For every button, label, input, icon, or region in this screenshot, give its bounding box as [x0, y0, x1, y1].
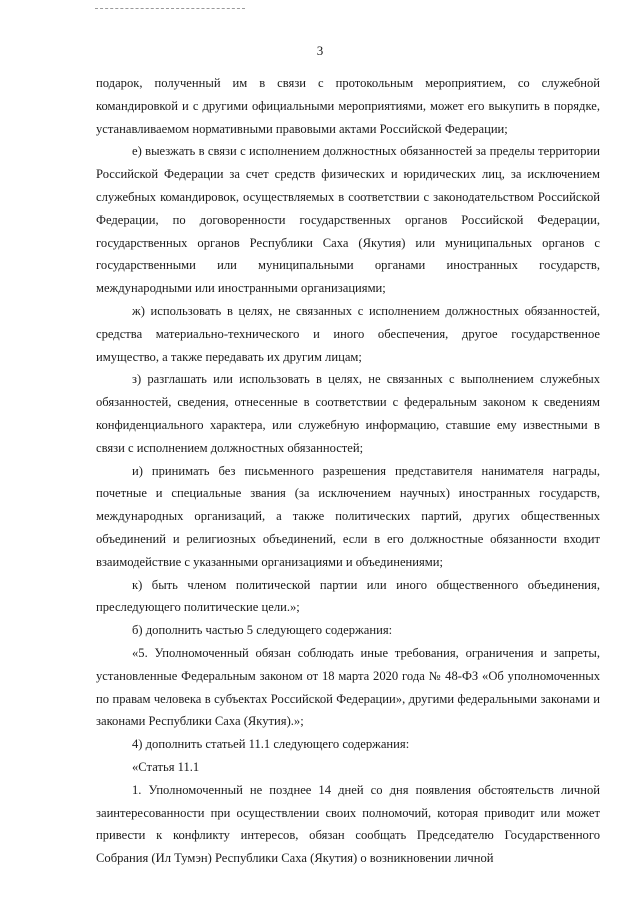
- paragraph-article-11-1-part-1: 1. Уполномоченный не позднее 14 дней со дня появления обстоятельств личной заинтересованности при осуществлении своих полномочий, которая приводит или может привести к конфликту интересов, обязан сообщать Председателю Государственного Собрания (Ил Тумэн) Республики Саха (Якутия) о возникновении личной: [96, 782, 600, 866]
- paragraph-item-i: и) принимать без письменного разрешения представителя нанимателя награды, почетные и специальные звания (за исключением научных) иностранных государств, международных организаций, а также политических партий, других общественных объединений и религиозных объединений, если в его должностные обязанности входит взаимодействие с указанными организациями и объединениями;: [96, 463, 600, 569]
- paragraph-amend-b: б) дополнить частью 5 следующего содержания:: [132, 623, 393, 638]
- paragraph-continuation: подарок, полученный им в связи с протокольным мероприятием, со служебной командировкой и с другими официальными мероприятиями, может его выкупить в порядке, устанавливаемом нормативными правовыми актами Российской Федерации;: [96, 76, 600, 136]
- paragraph-item-e: е) выезжать в связи с исполнением должностных обязанностей за пределы территории Российской Федерации за счет средств физических и юридических лиц, за исключением служебных командировок, осуществляемых в соответствии с законодательством Российской Федерации, по договоренности государственных органов Российской Федерации, государственных органов Республики Саха (Якутия) или муниципальных органов с государственными или муниципальными органами иностранных государств, международными или иностранными организациями;: [96, 144, 600, 296]
- article-heading: «Статья 11.1: [132, 759, 200, 774]
- header-rule: [95, 8, 245, 9]
- paragraph-part-5: «5. Уполномоченный обязан соблюдать иные требования, ограничения и запреты, установленные Федеральным законом от 18 марта 2020 года № 48-ФЗ «Об уполномоченных по правам человека в субъектах Российской Федерации», другими федеральными законами и законами Республики Саха (Якутия).»;: [96, 645, 600, 729]
- page-number: 3: [316, 43, 324, 58]
- document-body: [96, 72, 600, 870]
- paragraph-item-zh: ж) использовать в целях, не связанных с исполнением должностных обязанностей, средства материально-технического и иного обеспечения, другое государственное имущество, а также передавать их другим лицам;: [96, 303, 600, 364]
- paragraph-item-z: з) разглашать или использовать в целях, не связанных с выполнением служебных обязанностей, сведения, отнесенные в соответствии с федеральным законом к сведениям конфиденциального характера, или служебную информацию, ставшие ему известными в связи с исполнением должностных обязанностей;: [96, 372, 600, 455]
- paragraph-item-k: к) быть членом политической партии или иного общественного объединения, преследующего политические цели.»;: [96, 577, 600, 615]
- paragraph-amend-4: 4) дополнить статьей 11.1 следующего содержания:: [132, 737, 410, 752]
